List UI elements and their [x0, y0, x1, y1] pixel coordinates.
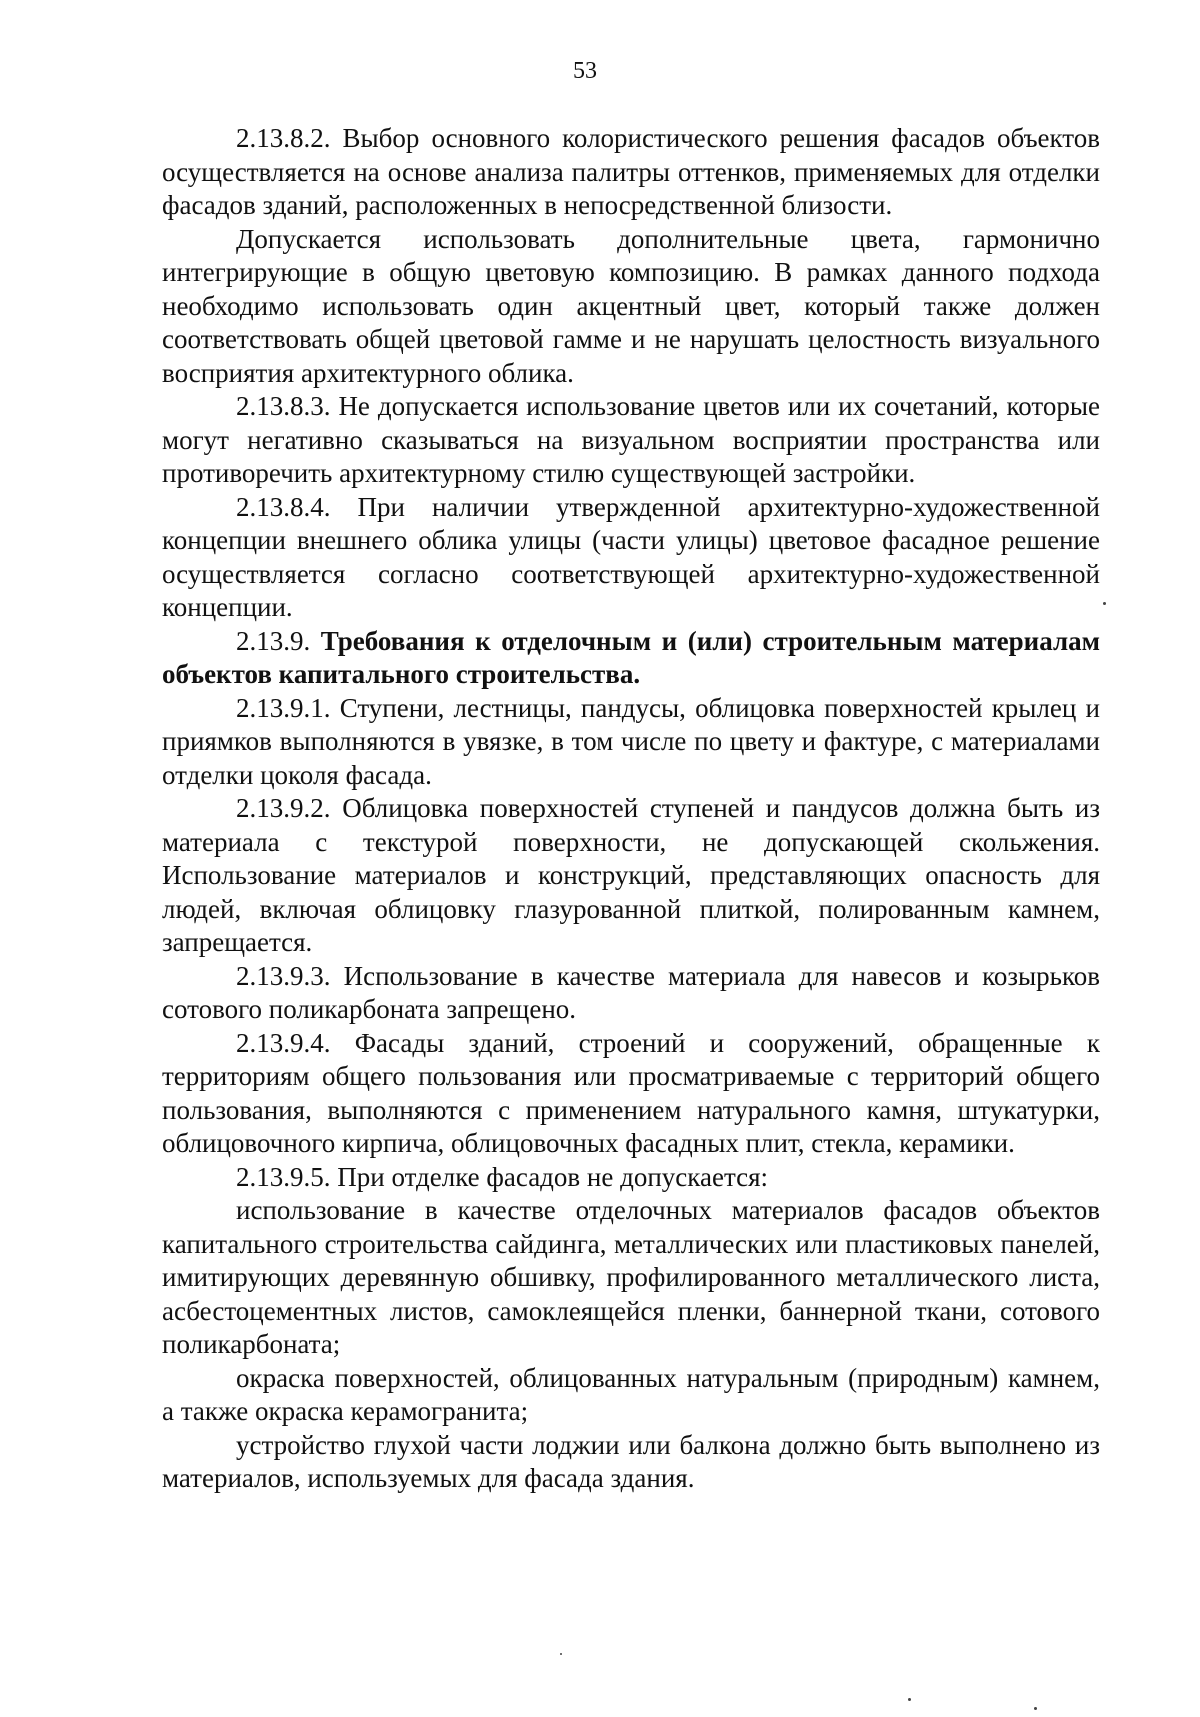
paragraph-2-13-9-1: 2.13.9.1. Ступени, лестницы, пандусы, облицовка поверхностей крылец и приямков выполняются в увязке, в том числе по цвету и фактуре, с материалами отделки цоколя фасада. — [162, 692, 1100, 790]
paragraph-2-13-9-4: 2.13.9.4. Фасады зданий, строений и сооружений, обращенные к территориям общего пользования или просматриваемые с территорий общего пользования, выполняются с применением натурального камня, штукатурки, облицовочного кирпича, облицовочных фасадных плит, стекла, керамики. — [162, 1027, 1100, 1158]
scan-speck — [1034, 1707, 1037, 1710]
section-heading-2-13-9 — [162, 625, 1100, 692]
paragraph-2-13-9-2: 2.13.9.2. Облицовка поверхностей ступеней и пандусов должна быть из материала с текстурой поверхности, не допускающей скольжения. Использование материалов и конструкций, представляющих опасность для людей, включая облицовку глазурованной плиткой, полированным камнем, запрещается. — [162, 793, 1100, 957]
paragraph-2-13-9-3: 2.13.9.3. Использование в качестве материала для навесов и козырьков сотового поликарбоната запрещено. — [162, 960, 1100, 1024]
page-number: 53 — [573, 58, 597, 84]
section-number: 2.13.9. — [236, 625, 311, 656]
list-item-loggia: устройство глухой части лоджии или балкона должно быть выполнено из материалов, используемых для фасада здания. — [162, 1429, 1100, 1493]
paragraph-additional-colors: Допускается использовать дополнительные цвета, гармонично интегрирующие в общую цветовую композицию. В рамках данного подхода необходимо использовать один акцентный цвет, который также должен соответствовать общей цветовой гамме и не нарушать целостность визуального восприятия архитектурного облика. — [162, 223, 1100, 388]
list-item-painting: окраска поверхностей, облицованных натуральным (природным) камнем, а также окраска керамогранита; — [162, 1362, 1100, 1426]
scan-speck — [1103, 602, 1106, 605]
document-body — [162, 122, 1100, 1496]
section-title: Требования к отделочным и (или) строительным материалам объектов капитального строительства. — [162, 625, 1100, 689]
paragraph-2-13-8-3: 2.13.8.3. Не допускается использование цветов или их сочетаний, которые могут негативно сказываться на визуальном восприятии пространства или противоречить архитектурному стилю существующей застройки. — [162, 391, 1100, 488]
scan-speck — [908, 1698, 911, 1701]
scan-speck — [560, 1653, 562, 1655]
list-item-materials: использование в качестве отделочных материалов фасадов объектов капитального строительства сайдинга, металлических или пластиковых панелей, имитирующих деревянную обшивку, профилированного металлического листа, асбестоцементных листов, самоклеящейся пленки, баннерной ткани, сотового поликарбоната; — [162, 1195, 1100, 1359]
paragraph-2-13-9-5: 2.13.9.5. При отделке фасадов не допускается: — [236, 1161, 768, 1192]
paragraph-2-13-8-2: 2.13.8.2. Выбор основного колористического решения фасадов объектов осуществляется на основе анализа палитры оттенков, применяемых для отделки фасадов зданий, расположенных в непосредственной близости. — [162, 123, 1100, 220]
paragraph-2-13-8-4: 2.13.8.4. При наличии утвержденной архитектурно-художественной концепции внешнего облика улицы (части улицы) цветовое фасадное решение осуществляется согласно соответствующей архитектурно-художественной концепции. — [162, 491, 1100, 622]
